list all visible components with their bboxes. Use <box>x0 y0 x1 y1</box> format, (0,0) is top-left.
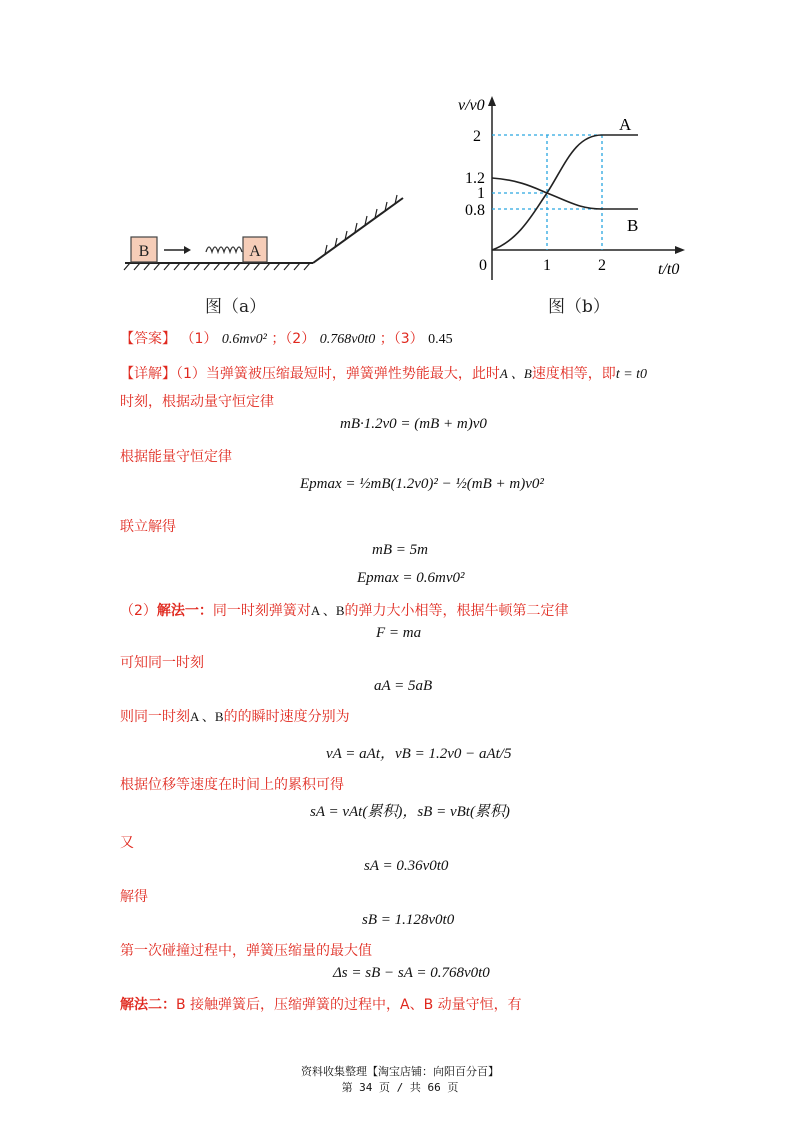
detail-line-5: （2）解法一：同一时刻弹簧对A 、B的弹力大小相等，根据牛顿第二定律 <box>120 603 569 619</box>
equation-acceleration: aA = 5aB <box>374 678 433 694</box>
detail-line-6: 可知同一时刻 <box>120 655 204 671</box>
equation-epmax: Epmax = 0.6mv0² <box>357 570 465 586</box>
equation-sa: sA = 0.36v0t0 <box>364 858 449 874</box>
method-2-label: 解法二： <box>120 997 176 1013</box>
answer-line: 【答案】 （1） 0.6mv0² ；（2） 0.768v0t0 ；（3） 0.45 <box>120 331 453 347</box>
figure-a <box>120 190 420 280</box>
answer-3: 0.45 <box>428 332 453 347</box>
detail-line-1: 【详解】（1）当弹簧被压缩最短时，弹簧弹性势能最大，此时A 、B速度相等，即t = t0 <box>120 366 648 382</box>
equation-momentum: mB·1.2v0 = (mB + m)v0 <box>340 416 487 432</box>
x-tick-1: 1 <box>543 257 551 274</box>
answer-tag: 【答案】 <box>120 331 176 347</box>
detail-tag: 【详解】 <box>120 366 176 382</box>
equation-displacement: sA = vAt(累积)，sB = vBt(累积) <box>310 804 510 820</box>
equation-sb: sB = 1.128v0t0 <box>362 912 455 928</box>
page-number: 第 34 页 / 共 66 页 <box>341 1081 459 1094</box>
answer-2: 0.768v0t0 <box>319 332 376 347</box>
detail-line-12: 解法二：B 接触弹簧后，压缩弹簧的过程中，A、B 动量守恒，有 <box>120 997 522 1013</box>
detail-line-2: 时刻，根据动量守恒定律 <box>120 394 274 410</box>
figure-b <box>455 90 695 290</box>
detail-line-11: 第一次碰撞过程中，弹簧压缩量的最大值 <box>120 943 372 959</box>
curve-a <box>492 135 638 250</box>
x-tick-0: 0 <box>479 257 487 274</box>
curve-b <box>492 178 638 209</box>
x-axis-label: t/t0 <box>658 261 680 278</box>
curve-a-label: A <box>619 115 632 134</box>
curve-b-label: B <box>627 216 639 235</box>
equation-delta-s: Δs = sB − sA = 0.768v0t0 <box>333 965 490 981</box>
detail-line-3: 根据能量守恒定律 <box>120 449 232 465</box>
figure-a-caption: 图（a） <box>205 297 267 317</box>
block-b-label: B <box>138 243 150 260</box>
equation-velocities: vA = aAt，vB = 1.2v0 − aAt/5 <box>326 746 512 762</box>
x-tick-2: 2 <box>598 257 606 274</box>
figure-b-caption: 图（b） <box>548 297 610 317</box>
y-tick-1: 1 <box>477 185 485 202</box>
y-axis-label: v/v0 <box>458 97 485 114</box>
detail-line-9: 又 <box>120 835 134 851</box>
equation-energy: Epmax = ½mB(1.2v0)² − ½(mB + m)v0² <box>300 476 544 492</box>
y-tick-0-8: 0.8 <box>465 202 485 219</box>
equation-mass: mB = 5m <box>372 542 428 558</box>
block-a-label: A <box>249 243 261 260</box>
equation-newton: F = ma <box>376 625 422 641</box>
detail-line-10: 解得 <box>120 889 148 905</box>
detail-line-8: 根据位移等速度在时间上的累积可得 <box>120 777 344 793</box>
method-1-label: 解法一： <box>156 603 213 619</box>
detail-line-7: 则同一时刻A 、B的的瞬时速度分别为 <box>120 709 350 725</box>
y-tick-1-2: 1.2 <box>465 170 485 187</box>
detail-line-4: 联立解得 <box>120 519 176 535</box>
footer-source: 资料收集整理【淘宝店铺：向阳百分百】 <box>301 1065 499 1078</box>
y-tick-2: 2 <box>473 128 481 145</box>
spring <box>206 247 242 252</box>
answer-1: 0.6mv0² <box>221 332 267 347</box>
